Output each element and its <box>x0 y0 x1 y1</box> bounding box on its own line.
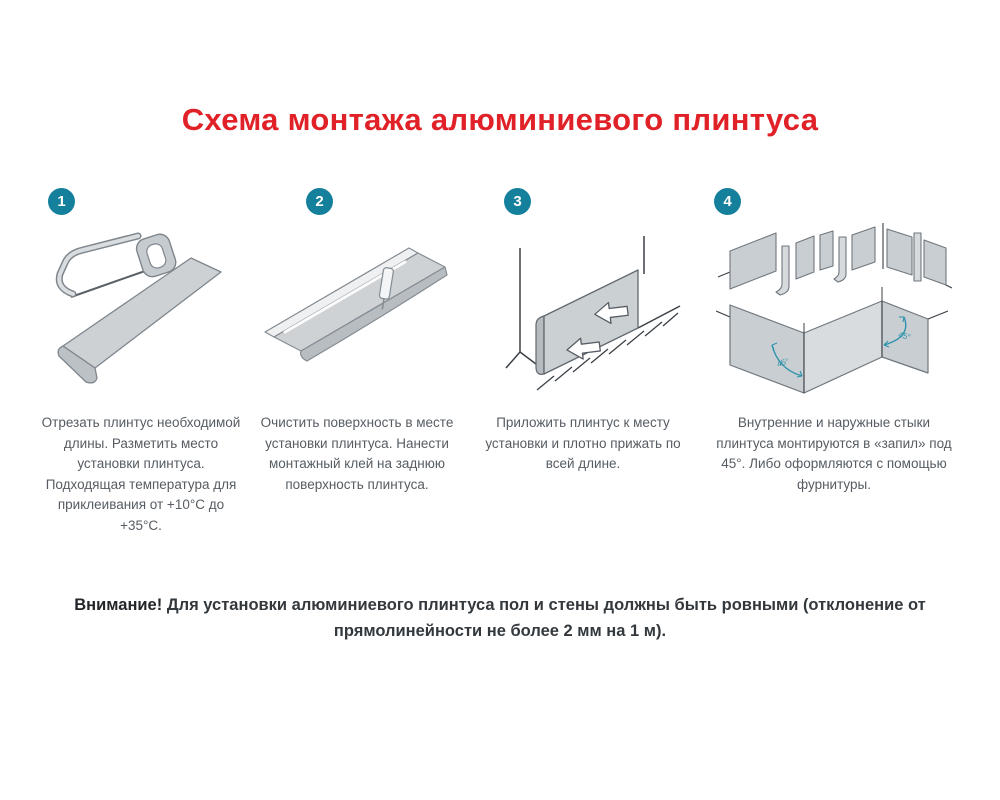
step-1-number-badge: 1 <box>48 188 75 215</box>
warning-note <box>71 592 929 645</box>
step-1 <box>40 188 242 536</box>
step-2 <box>256 188 458 495</box>
steps-row <box>0 188 1000 536</box>
page-title: Схема монтажа алюминиевого плинтуса <box>181 102 819 137</box>
corner-joints-45deg-icon <box>708 223 960 395</box>
glue-application-plinth-icon <box>256 223 458 395</box>
step-2-description: Очистить поверхность в месте установки плинтуса. Нанести монтажный клей на заднюю поверхность плинтуса. <box>260 415 454 492</box>
step-2-number-badge: 2 <box>306 188 333 215</box>
step-4-number-badge: 4 <box>714 188 741 215</box>
step-3 <box>472 188 694 475</box>
press-plinth-to-wall-icon <box>472 223 694 395</box>
step-4-description: Внутренние и наружные стыки плинтуса монтируются в «запил» под 45°. Либо оформляются с помощью фурнитуры. <box>716 415 952 492</box>
warning-text: Для установки алюминиевого плинтуса пол и стены должны быть ровными (отклонение от прямолинейности не более 2 мм на 1 м). <box>166 596 926 641</box>
hacksaw-cutting-plinth-icon <box>40 223 242 395</box>
step-3-number-badge: 3 <box>504 188 531 215</box>
step-3-description: Приложить плинтус к месту установки и плотно прижать по всей длине. <box>485 415 681 472</box>
step-1-description: Отрезать плинтус необходимой длины. Разметить место установки плинтуса. Подходящая температура для приклеивания от +10°С до +35°С. <box>41 415 241 533</box>
angle-label-right: 45° <box>897 330 912 342</box>
warning-label: Внимание! <box>74 596 163 615</box>
step-4 <box>708 188 960 495</box>
angle-label-left: 45° <box>775 356 791 369</box>
